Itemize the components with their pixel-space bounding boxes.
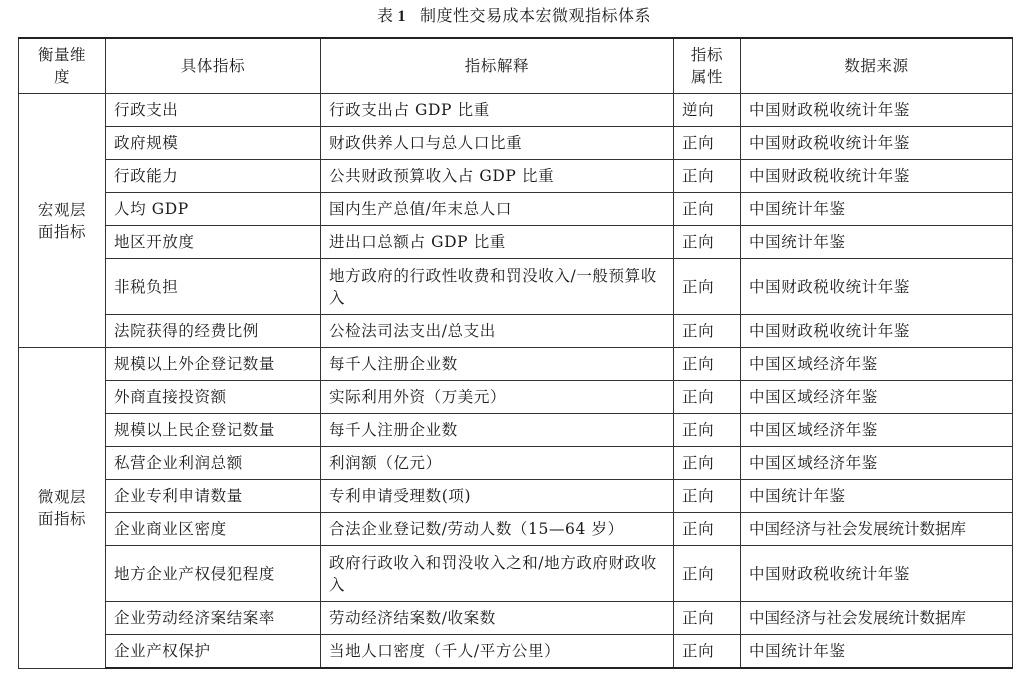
attribute-cell: 正向 (674, 546, 741, 602)
source-cell: 中国区域经济年鉴 (741, 447, 1013, 480)
table-row (19, 94, 1013, 127)
attribute-cell: 正向 (674, 226, 741, 259)
attribute-cell: 正向 (674, 414, 741, 447)
indicator-table (18, 37, 1013, 669)
explanation-cell: 实际利用外资（万美元） (321, 381, 674, 414)
source-cell: 中国区域经济年鉴 (741, 348, 1013, 381)
table-row (19, 480, 1013, 513)
explanation-cell: 地方政府的行政性收费和罚没收入/一般预算收入 (321, 259, 674, 315)
indicator-cell: 行政支出 (106, 94, 321, 127)
indicator-cell: 私营企业利润总额 (106, 447, 321, 480)
attribute-cell: 正向 (674, 160, 741, 193)
header-attribute: 指标属性 (674, 38, 741, 94)
header-row (19, 38, 1013, 94)
dimension-cell: 宏观层面指标 (19, 94, 106, 348)
indicator-cell: 企业商业区密度 (106, 513, 321, 546)
explanation-cell: 政府行政收入和罚没收入之和/地方政府财政收入 (321, 546, 674, 602)
table-row (19, 160, 1013, 193)
source-cell: 中国经济与社会发展统计数据库 (741, 513, 1013, 546)
explanation-cell: 专利申请受理数(项) (321, 480, 674, 513)
header-source: 数据来源 (741, 38, 1013, 94)
attribute-cell: 正向 (674, 348, 741, 381)
header-explanation: 指标解释 (321, 38, 674, 94)
table-row (19, 635, 1013, 669)
table-caption (0, 3, 1028, 29)
explanation-cell: 公检法司法支出/总支出 (321, 315, 674, 348)
table-row (19, 414, 1013, 447)
table-row (19, 259, 1013, 315)
attribute-cell: 正向 (674, 315, 741, 348)
source-cell: 中国区域经济年鉴 (741, 414, 1013, 447)
attribute-cell: 正向 (674, 480, 741, 513)
attribute-cell: 正向 (674, 635, 741, 669)
explanation-cell: 每千人注册企业数 (321, 414, 674, 447)
indicator-cell: 法院获得的经费比例 (106, 315, 321, 348)
explanation-cell: 行政支出占 GDP 比重 (321, 94, 674, 127)
source-cell: 中国统计年鉴 (741, 480, 1013, 513)
table-row (19, 381, 1013, 414)
source-cell: 中国统计年鉴 (741, 635, 1013, 669)
indicator-cell: 地方企业产权侵犯程度 (106, 546, 321, 602)
explanation-cell: 国内生产总值/年末总人口 (321, 193, 674, 226)
explanation-cell: 当地人口密度（千人/平方公里） (321, 635, 674, 669)
indicator-cell: 外商直接投资额 (106, 381, 321, 414)
source-cell: 中国区域经济年鉴 (741, 381, 1013, 414)
table-row (19, 226, 1013, 259)
indicator-cell: 企业专利申请数量 (106, 480, 321, 513)
explanation-cell: 公共财政预算收入占 GDP 比重 (321, 160, 674, 193)
source-cell: 中国财政税收统计年鉴 (741, 259, 1013, 315)
source-cell: 中国财政税收统计年鉴 (741, 160, 1013, 193)
attribute-cell: 正向 (674, 381, 741, 414)
indicator-cell: 行政能力 (106, 160, 321, 193)
indicator-cell: 规模以上外企登记数量 (106, 348, 321, 381)
dimension-cell: 微观层面指标 (19, 348, 106, 669)
attribute-cell: 正向 (674, 127, 741, 160)
header-indicator: 具体指标 (106, 38, 321, 94)
table-row (19, 602, 1013, 635)
caption-label: 表 (376, 6, 394, 25)
table-row (19, 447, 1013, 480)
source-cell: 中国经济与社会发展统计数据库 (741, 602, 1013, 635)
attribute-cell: 正向 (674, 602, 741, 635)
indicator-cell: 规模以上民企登记数量 (106, 414, 321, 447)
attribute-cell: 正向 (674, 513, 741, 546)
caption-number: 1 (397, 8, 406, 25)
indicator-cell: 企业劳动经济案结案率 (106, 602, 321, 635)
attribute-cell: 正向 (674, 193, 741, 226)
indicator-cell: 企业产权保护 (106, 635, 321, 669)
table-row (19, 315, 1013, 348)
table-row (19, 193, 1013, 226)
indicator-cell: 人均 GDP (106, 193, 321, 226)
explanation-cell: 劳动经济结案数/收案数 (321, 602, 674, 635)
source-cell: 中国财政税收统计年鉴 (741, 94, 1013, 127)
header-dimension: 衡量维度 (19, 38, 106, 94)
table-row (19, 127, 1013, 160)
source-cell: 中国财政税收统计年鉴 (741, 546, 1013, 602)
table-row (19, 348, 1013, 381)
source-cell: 中国统计年鉴 (741, 193, 1013, 226)
explanation-cell: 合法企业登记数/劳动人数（15—64 岁） (321, 513, 674, 546)
table-row (19, 513, 1013, 546)
source-cell: 中国统计年鉴 (741, 226, 1013, 259)
source-cell: 中国财政税收统计年鉴 (741, 127, 1013, 160)
attribute-cell: 逆向 (674, 94, 741, 127)
table-row (19, 546, 1013, 602)
source-cell: 中国财政税收统计年鉴 (741, 315, 1013, 348)
explanation-cell: 利润额（亿元） (321, 447, 674, 480)
caption-title: 制度性交易成本宏微观指标体系 (420, 6, 652, 25)
indicator-cell: 非税负担 (106, 259, 321, 315)
explanation-cell: 进出口总额占 GDP 比重 (321, 226, 674, 259)
indicator-cell: 地区开放度 (106, 226, 321, 259)
attribute-cell: 正向 (674, 259, 741, 315)
indicator-cell: 政府规模 (106, 127, 321, 160)
explanation-cell: 财政供养人口与总人口比重 (321, 127, 674, 160)
explanation-cell: 每千人注册企业数 (321, 348, 674, 381)
attribute-cell: 正向 (674, 447, 741, 480)
